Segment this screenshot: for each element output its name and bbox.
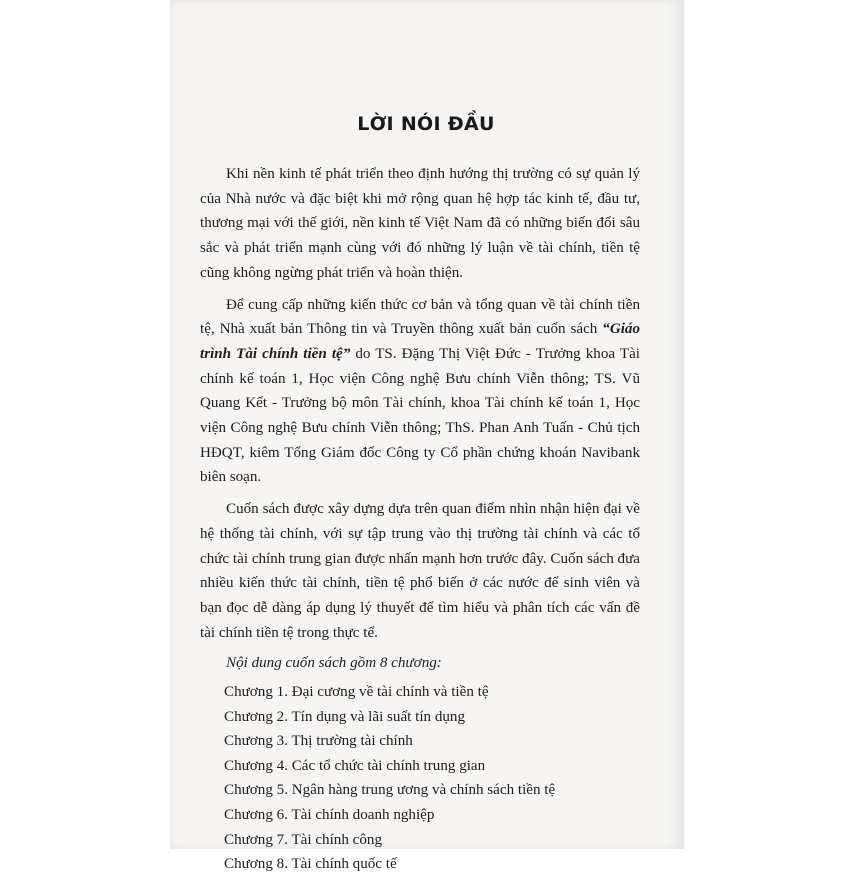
page-edge	[682, 0, 685, 849]
chapter-item: Chương 3. Thị trường tài chính	[224, 733, 413, 750]
contents-intro: Nội dung cuốn sách gồm 8 chương:	[226, 655, 442, 672]
paragraph-2-part-1: Để cung cấp những kiến thức cơ bản và tổng quan về tài chính tiền tệ, Nhà xuất bản Thông tin và Truyền thông xuất bản cuốn sách	[200, 296, 640, 338]
paragraph-3: Cuốn sách được xây dựng dựa trên quan điểm nhìn nhận hiện đại về hệ thống tài chính, với sự tập trung vào thị trường tài chính và các tổ chức tài chính trung gian được nhấn mạnh hơn trước đây. Cuốn sách đưa nhiều kiến thức tài chính, tiền tệ phổ biến ở các nước để sinh viên và bạn đọc dễ dàng áp dụng lý thuyết để tìm hiểu và phân tích các vấn đề tài chính tiền tệ trong thực tế.	[200, 501, 640, 641]
chapter-item: Chương 7. Tài chính công	[224, 831, 382, 848]
book-title: “Giáo trình Tài chính tiền tệ”	[200, 321, 640, 362]
paragraph-2-part-2: do TS. Đặng Thị Việt Đức - Trưởng khoa Tài chính kế toán 1, Học viện Công nghệ Bưu chính Viễn thông; TS. Vũ Quang Kết - Trưởng bộ môn Tài chính, khoa Tài chính kế toán 1, Học viện Công nghệ Bưu chính Viễn thông; ThS. Phan Anh Tuấn - Chủ tịch HĐQT, kiêm Tổng Giám đốc Công ty Cổ phần chứng khoán Navibank biên soạn.	[200, 345, 640, 486]
paragraph-2	[200, 293, 640, 491]
chapter-list	[200, 680, 640, 877]
chapter-item: Chương 6. Tài chính doanh nghiệp	[224, 807, 435, 824]
chapter-item: Chương 4. Các tổ chức tài chính trung gian	[224, 757, 486, 774]
paragraph-1: Khi nền kinh tế phát triển theo định hướng thị trường có sự quản lý của Nhà nước và đặc biệt khi mở rộng quan hệ hợp tác kinh tế, đầu tư, thương mại với thế giới, nền kinh tế Việt Nam đã có những biến đổi sâu sắc và phát triển mạnh cùng với đó những lý luận về tài chính, tiền tệ cũng không ngừng phát triển và hoàn thiện.	[200, 166, 640, 281]
chapter-item: Chương 2. Tín dụng và lãi suất tín dụng	[224, 708, 466, 725]
page-heading: LỜI NÓI ĐẦU	[357, 113, 495, 135]
chapter-item: Chương 8. Tài chính quốc tế	[224, 856, 397, 873]
chapter-item: Chương 5. Ngân hàng trung ương và chính sách tiền tệ	[224, 782, 556, 799]
page-body	[200, 162, 640, 877]
chapter-item: Chương 1. Đại cương về tài chính và tiền tệ	[224, 684, 489, 701]
